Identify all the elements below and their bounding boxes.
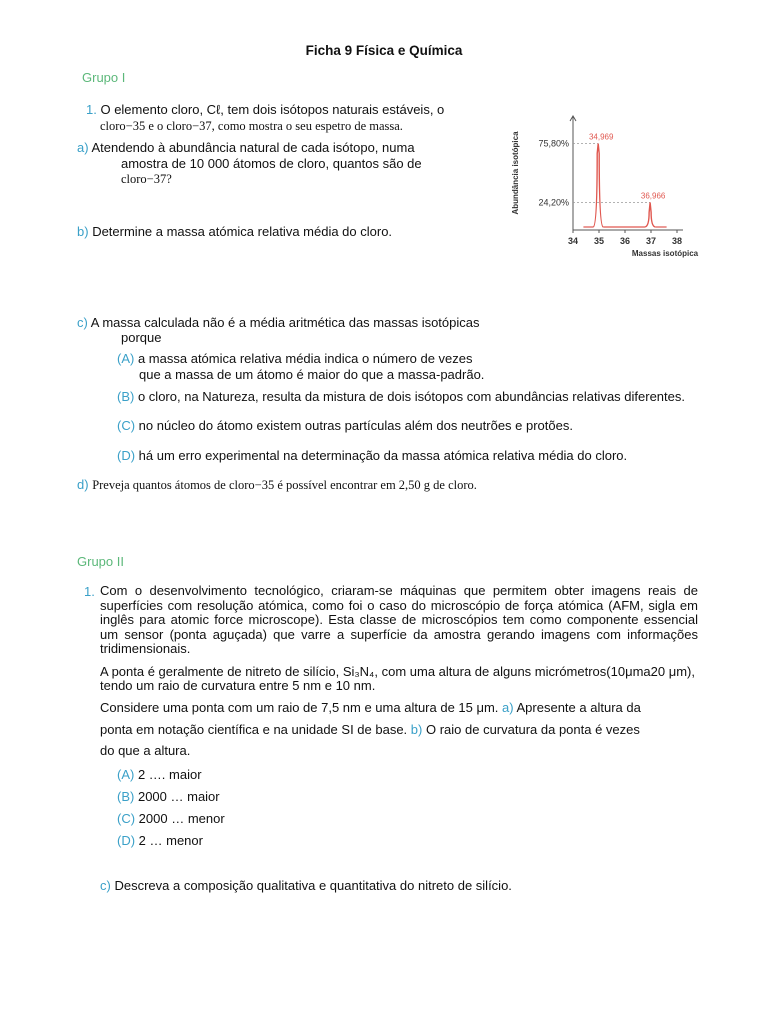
y-reference-label: 75,80% (538, 138, 569, 149)
option-text: 2000 … maior (137, 789, 220, 804)
x-axis-label: Massas isotópica (631, 249, 699, 258)
x-tick-label: 35 (593, 236, 605, 246)
g2-a-text: Apresente a altura da (516, 700, 641, 715)
g1-c-line2: porque (121, 330, 162, 345)
option-text: 2000 … menor (138, 811, 225, 826)
x-tick-label: 37 (645, 236, 657, 246)
g1-d-letter: d) (77, 477, 89, 492)
g1-c-line1 (77, 315, 480, 330)
option-letter: (D) (117, 448, 136, 463)
option-text: 2 …. maior (137, 767, 202, 782)
g2-option-d (117, 833, 203, 848)
g1-c-option-a-line2: que a massa de um átomo é maior do que a massa-padrão. (139, 367, 485, 382)
y-reference-label: 24,20% (538, 197, 569, 208)
option-letter: (B) (117, 389, 135, 404)
option-text: 2 … menor (138, 833, 203, 848)
g2-q1-p3-text: Considere uma ponta com um raio de 7,5 nm e uma altura de 15 μm. (100, 700, 499, 715)
g1-q1-line1 (86, 102, 444, 117)
g1-c-option-b (117, 389, 685, 404)
g2-q1-number: 1. (84, 584, 95, 599)
g1-a-line2: amostra de 10 000 átomos de cloro, quantos são de (121, 156, 422, 171)
option-text: há um erro experimental na determinação da massa atómica relativa média do cloro. (138, 448, 628, 463)
g2-q1-p3-line3: do que a altura. (100, 743, 191, 758)
g1-q1-line2: cloro−35 e o cloro−37, como mostra o seu espetro de massa. (100, 119, 403, 133)
g1-c-option-c (117, 418, 573, 433)
g2-b-letter: b) (410, 722, 423, 737)
g1-q1-number: 1. (86, 102, 97, 117)
g1-d (77, 477, 477, 493)
option-letter: (B) (117, 789, 135, 804)
x-tick-label: 36 (619, 236, 631, 246)
page-title: Ficha 9 Física e Química (305, 43, 463, 58)
g1-a-line1 (77, 140, 415, 155)
g2-a-letter: a) (502, 700, 514, 715)
option-text: a massa atómica relativa média indica o número de vezes (137, 351, 473, 366)
g2-a-text-cont: ponta em notação científica e na unidade SI de base. (100, 722, 408, 737)
option-letter: (C) (117, 418, 136, 433)
g1-c-option-a (117, 351, 473, 366)
x-tick-label: 38 (671, 236, 683, 246)
g1-b-letter: b) (77, 224, 89, 239)
g1-c-letter: c) (77, 315, 88, 330)
g2-q1-paragraph2-line2: tendo um raio de curvatura entre 5 nm e 10 nm. (100, 678, 376, 693)
g2-b-text: O raio de curvatura da ponta é vezes (425, 722, 640, 737)
g1-c-option-d (117, 448, 627, 463)
g2-option-b (117, 789, 220, 804)
mass-spectrum-chart (505, 108, 710, 263)
option-text: o cloro, na Natureza, resulta da mistura de dois isótopos com abundâncias relativas diferentes. (137, 389, 685, 404)
grupo-1-heading: Grupo I (82, 70, 126, 85)
g1-a-letter: a) (77, 140, 89, 155)
g2-option-a (117, 767, 202, 782)
g2-c-text: Descreva a composição qualitativa e quantitativa do nitreto de silício. (114, 878, 512, 893)
g1-b (77, 224, 392, 239)
g1-a-text: Atendendo à abundância natural de cada isótopo, numa (91, 140, 415, 155)
g1-a-line3: cloro−37? (121, 172, 172, 186)
g1-d-text: Preveja quantos átomos de cloro−35 é possível encontrar em 2,50 g de cloro. (92, 478, 477, 492)
grupo-2-heading: Grupo II (77, 554, 124, 569)
option-text: no núcleo do átomo existem outras partículas além dos neutrões e protões. (138, 418, 573, 433)
spectrum-peak (593, 144, 603, 227)
option-letter: (C) (117, 811, 136, 826)
g2-option-c (117, 811, 225, 826)
g1-c-text: A massa calculada não é a média aritmética das massas isotópicas (90, 315, 480, 330)
g2-c (100, 878, 512, 893)
peak-label: 36,966 (640, 191, 666, 201)
g1-q1-text: O elemento cloro, Cℓ, tem dois isótopos naturais estáveis, o (100, 102, 445, 117)
g2-q1-paragraph1: Com o desenvolvimento tecnológico, criaram-se máquinas que permitem obter imagens reais de superfícies com resolução atómica, como foi o caso do microscópio de força atómica (AFM, sigla em inglês para atomic force microscope). Esta classe de microscópios tem como componente essencial um sensor (ponta aguçada) que varre a superfície da amostra gerando imagens com informações tridimensionais. (100, 583, 698, 657)
peak-label: 34,969 (588, 132, 614, 142)
option-letter: (A) (117, 351, 135, 366)
option-letter: (D) (117, 833, 136, 848)
g2-q1-paragraph2-line1: A ponta é geralmente de nitreto de silício, Si₃N₄, com uma altura de alguns micrómetros(10μma20 μm), (100, 664, 695, 679)
g2-q1-p3-line2 (100, 722, 640, 737)
x-tick-label: 34 (567, 236, 579, 246)
g1-b-text: Determine a massa atómica relativa média do cloro. (92, 224, 393, 239)
spectrum-peak (645, 202, 655, 227)
g2-c-letter: c) (100, 878, 111, 893)
option-letter: (A) (117, 767, 135, 782)
g2-q1-p3-line1 (100, 700, 641, 715)
y-axis-label: Abundância isotópica (511, 131, 520, 215)
